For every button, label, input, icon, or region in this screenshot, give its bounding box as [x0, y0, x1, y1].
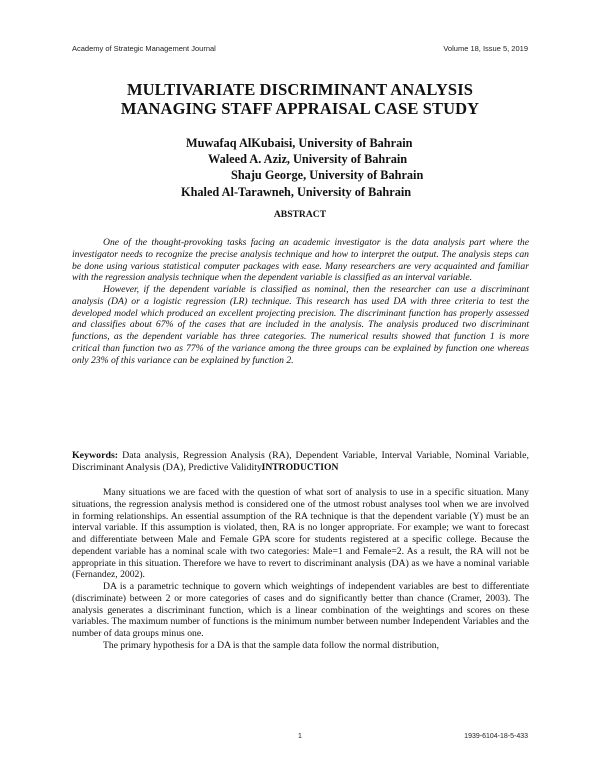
- intro-paragraph: The primary hypothesis for a DA is that the sample data follow the normal distribution,: [103, 639, 440, 651]
- page-number: 1: [298, 733, 302, 740]
- abstract-paragraph: One of the thought-provoking tasks facing an academic investigator is the data analysis part where the investigator needs to recognize the precise analysis technique and how to interpret the output. The analysis steps can be done using various statistical computer packages with ease. Many researchers are very acquainted and familiar with the regression analysis technique when the dependent variable is classified as an interval variable.: [72, 237, 529, 284]
- author-4: Khaled Al-Tarawneh, University of Bahrain: [181, 184, 412, 199]
- title-line-1: MULTIVARIATE DISCRIMINANT ANALYSIS: [126, 80, 474, 99]
- author-1: Muwafaq AlKubaisi, University of Bahrain: [186, 136, 413, 150]
- keywords-text: Data analysis, Regression Analysis (RA), Dependent Variable, Interval Variable, Nominal Variable, Discriminant Analysis (DA), Predictive Validity.: [72, 450, 530, 473]
- introduction-body: [72, 487, 529, 652]
- keywords-label: Keywords:: [72, 450, 119, 461]
- title-line-2: MANAGING STAFF APPRAISAL CASE STUDY: [120, 99, 480, 118]
- author-2: Waleed A. Aziz, University of Bahrain: [208, 152, 408, 167]
- abstract-heading: ABSTRACT: [273, 209, 327, 220]
- paper-title: [0, 80, 600, 118]
- volume-issue: Volume 18, Issue 5, 2019: [443, 44, 528, 53]
- abstract-paragraph: However, if the dependent variable is classified as nominal, then the researcher can use a discriminant analysis (DA) or a logistic regression (LR) technique. This research has used DA with three criteria to test the developed model which produced an excellent projecting precision. The discriminant function has properly assessed and classifies about 67% of the cases that are included in the analysis. The analysis produced two discriminant functions, as the dependent variable has three categories. The numerical results showed that function 1 is more critical than function two as 77% of the variance among the three groups can be explained by function one whereas only 23% of this variance can be explained by function 2.: [72, 284, 529, 366]
- journal-name: Academy of Strategic Management Journal: [72, 44, 216, 53]
- introduction-heading: INTRODUCTION: [261, 462, 339, 473]
- author-3: Shaju George, University of Bahrain: [231, 168, 424, 183]
- abstract-body: [72, 237, 529, 366]
- intro-paragraph: DA is a parametric technique to govern which weightings of independent variables are best to differentiate (discriminate) between 2 or more categories of cases and do significantly better than chance (Cramer, 2003). The analysis generates a discriminant function, which is a linear combination of the weightings and scores on these variables. The maximum number of functions is the minimum number between number Independent Variables and the number of data groups minus one.: [72, 581, 529, 639]
- intro-paragraph: Many situations we are faced with the question of what sort of analysis to use in a specific situation. Many situations, the regression analysis method is considered one of the utmost robust analyses tool when we are involved in forming relationships. An essential assumption of the RA technique is that the dependent variable (Y) must be an interval variable. If this assumption is violated, then, RA is no longer appropriate. For example; we want to forecast and differentiate between Male and Female GPA score for students registered at a specific college. Because the dependent variable has a nominal scale with two categories: Male=1 and Female=2. As a result, the RA will not be appropriate in this situation. Therefore we have to revert to discriminant analysis (DA) as we have a nominal variable (Fernandez, 2002).: [72, 487, 529, 581]
- issn: 1939-6104-18-5-433: [464, 733, 528, 740]
- author-list: [181, 135, 424, 200]
